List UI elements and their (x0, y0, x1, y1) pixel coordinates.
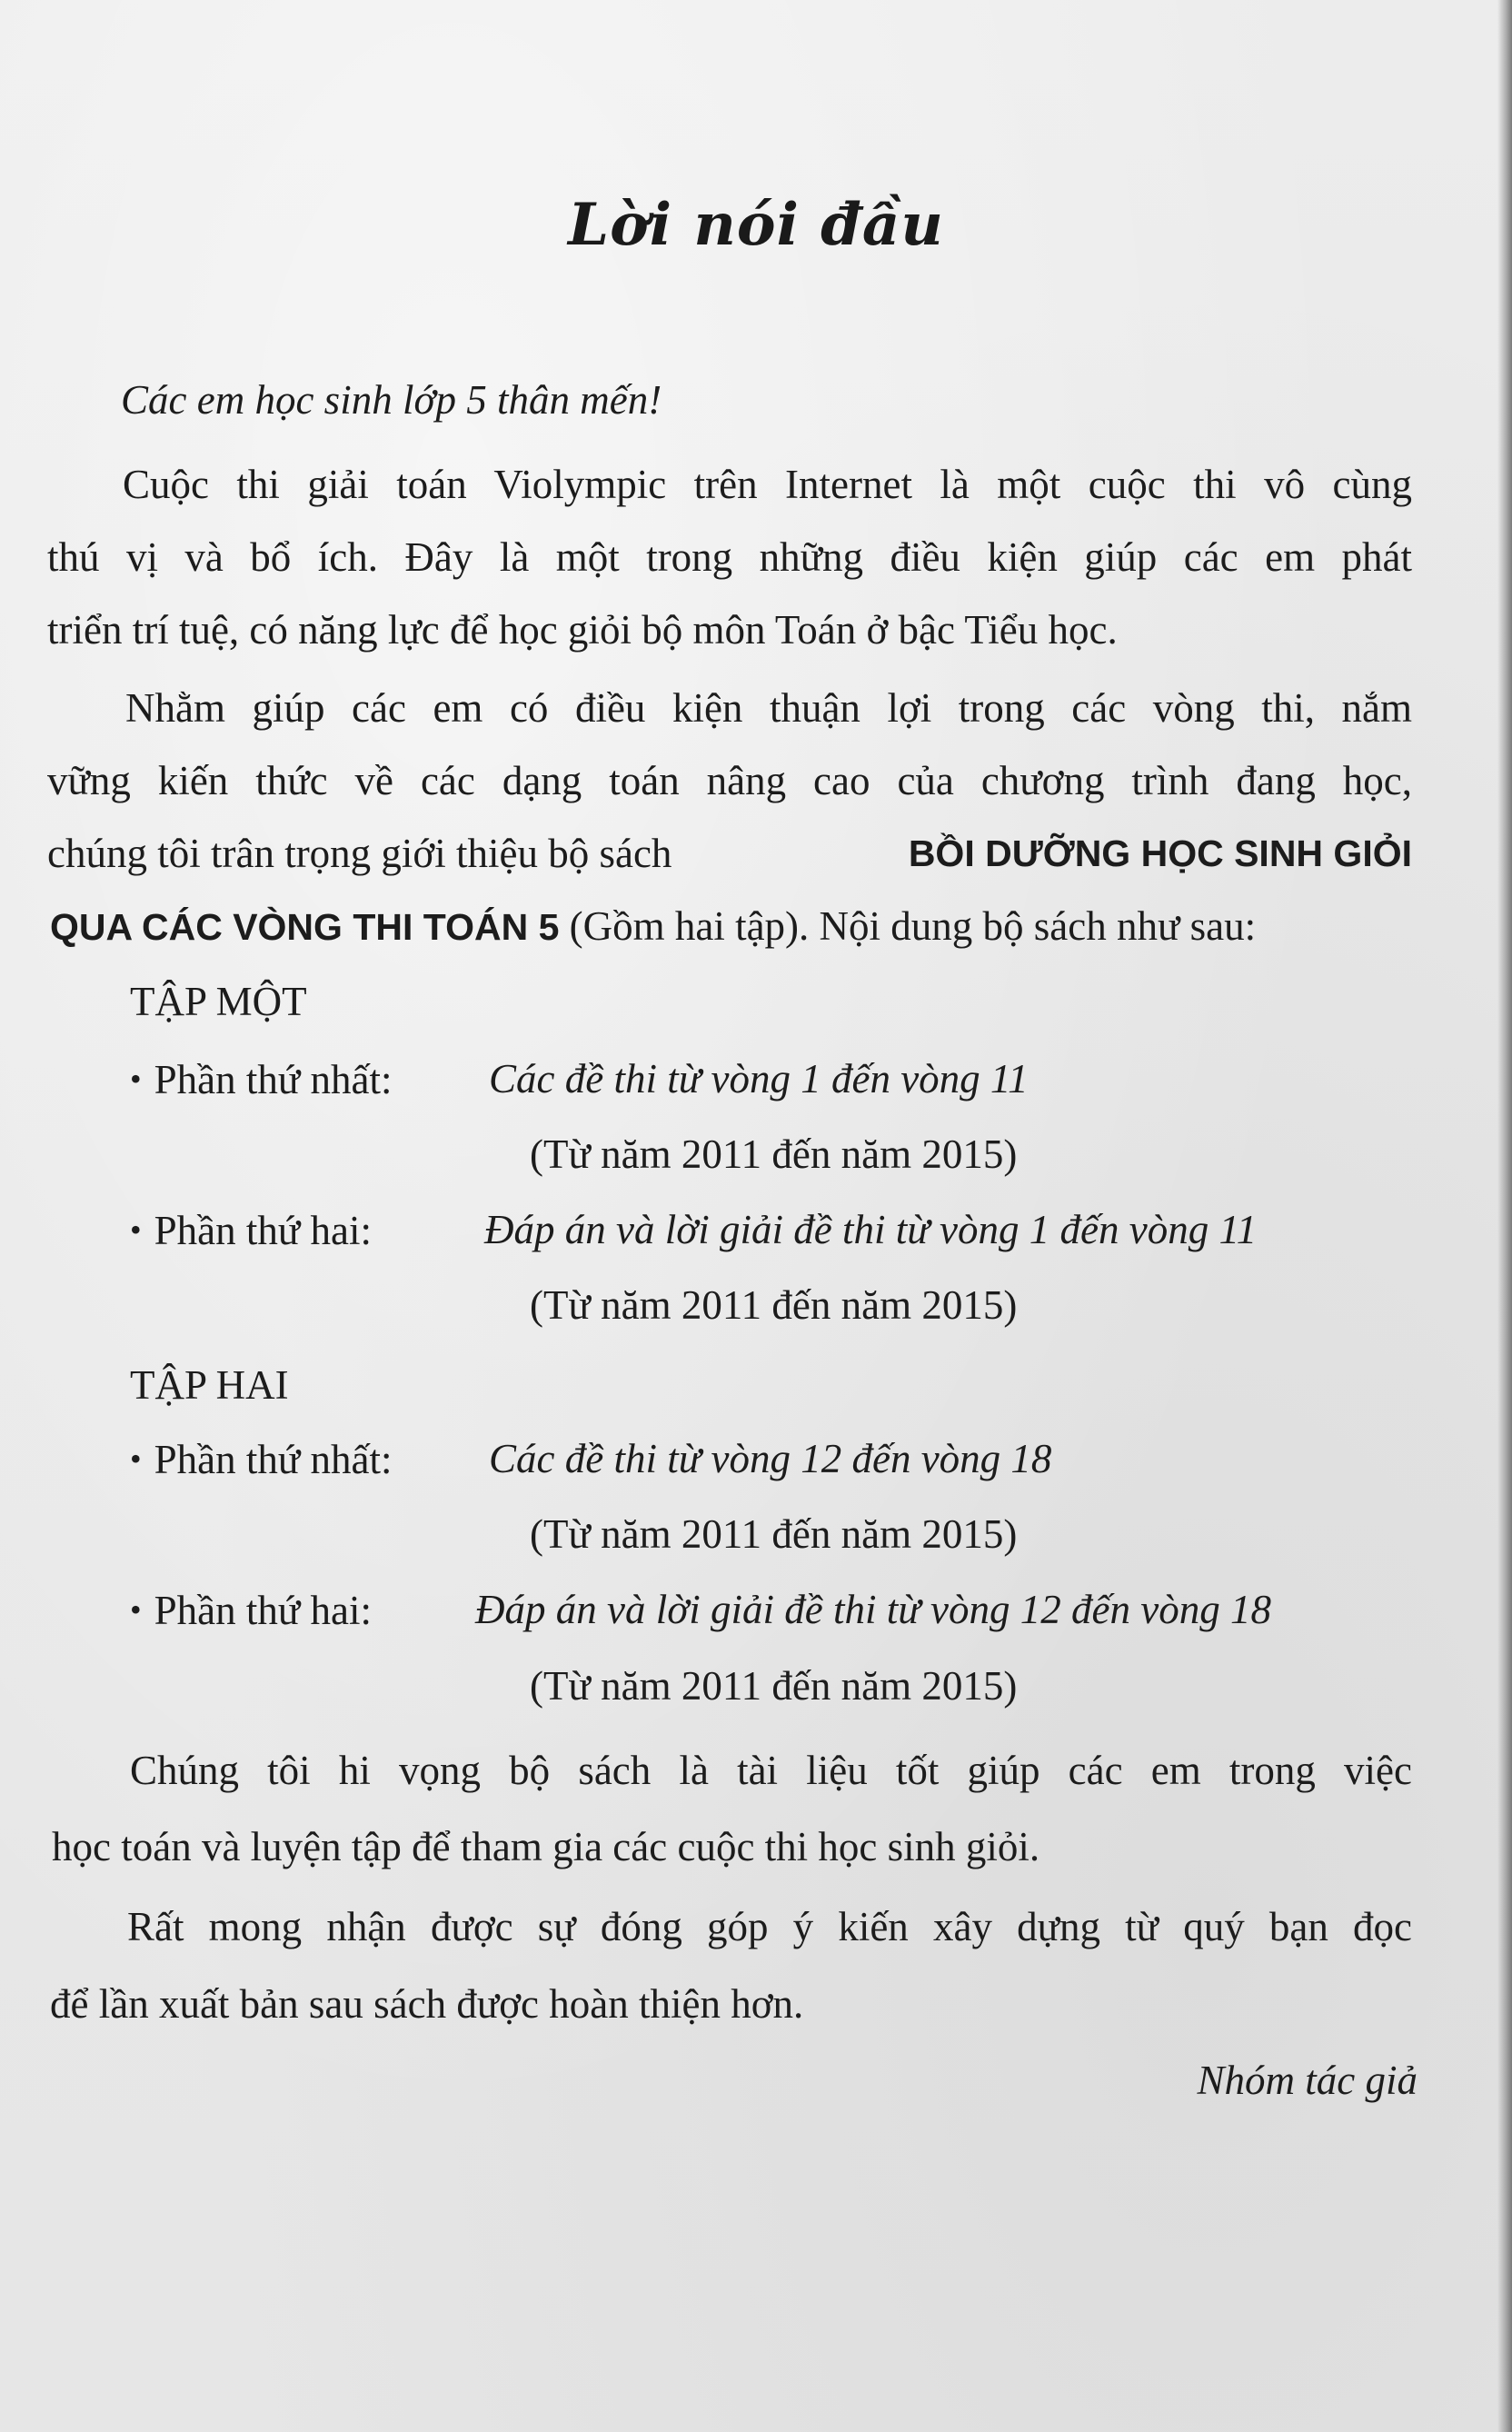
para2-line4-text: (Gồm hai tập). Nội dung bộ sách như sau: (569, 903, 1257, 949)
para3-line1: Chúng tôi hi vọng bộ sách là tài liệu tốt giúp các em trong việc (130, 1748, 1412, 1793)
book-series-title-part2: QUA CÁC VÒNG THI TOÁN 5 (50, 906, 560, 948)
volume2-item-2-value: Đáp án và lời giải đề thi từ vòng 12 đến vòng 18 (475, 1587, 1271, 1632)
book-series-title-part1: BỒI DƯỠNG HỌC SINH GIỎI (908, 832, 1412, 874)
volume1-item-2-years: (Từ năm 2011 đến năm 2015) (530, 1282, 1018, 1328)
volume1-item-1-value: Các đề thi từ vòng 1 đến vòng 11 (489, 1056, 1029, 1101)
bullet-icon: • (130, 1591, 142, 1628)
volume2-item-2-years: (Từ năm 2011 đến năm 2015) (530, 1663, 1018, 1709)
para3-line2: học toán và luyện tập để tham gia các cuộc thi học sinh giỏi. (52, 1824, 1040, 1869)
volume2-heading: TẬP HAI (130, 1362, 289, 1408)
volume1-item-2-label (130, 1202, 372, 1258)
volume1-item-1-years: (Từ năm 2011 đến năm 2015) (530, 1131, 1018, 1177)
para4-line1: Rất mong nhận được sự đóng góp ý kiến xây dựng từ quý bạn đọc (127, 1904, 1412, 1949)
para2-line2: vững kiến thức về các dạng toán nâng cao của chương trình đang học, (47, 758, 1412, 803)
para2-line4 (50, 899, 1256, 954)
volume2-item-1-years: (Từ năm 2011 đến năm 2015) (530, 1511, 1018, 1557)
para2-line1: Nhằm giúp các em có điều kiện thuận lợi trong các vòng thi, nắm (125, 685, 1412, 731)
item-label-text: Phần thứ hai: (154, 1208, 372, 1253)
item-label-text: Phần thứ nhất: (154, 1057, 393, 1102)
author-signature: Nhóm tác giả (1197, 2058, 1418, 2103)
bullet-icon: • (130, 1211, 142, 1248)
para1-line2: thú vị và bổ ích. Đây là một trong những điều kiện giúp các em phát (47, 534, 1412, 580)
page-edge-shadow (1497, 0, 1512, 2432)
volume1-item-2-value: Đáp án và lời giải đề thi từ vòng 1 đến vòng 11 (484, 1207, 1258, 1252)
para2-line3 (47, 826, 1412, 881)
item-label-text: Phần thứ nhất: (154, 1437, 393, 1482)
volume2-item-2-label (130, 1582, 372, 1638)
greeting: Các em học sinh lớp 5 thân mến! (121, 377, 662, 423)
para1-line3: triển trí tuệ, có năng lực để học giỏi bộ môn Toán ở bậc Tiểu học. (47, 607, 1118, 653)
volume2-item-1-label (130, 1431, 392, 1487)
bullet-icon: • (130, 1440, 142, 1477)
para2-line3-text: chúng tôi trân trọng giới thiệu bộ sách (47, 831, 672, 876)
page-title: Lời nói đầu (568, 191, 944, 259)
volume1-item-1-label (130, 1052, 392, 1107)
para4-line2: để lần xuất bản sau sách được hoàn thiện hơn. (50, 1981, 804, 2027)
item-label-text: Phần thứ hai: (154, 1588, 372, 1633)
volume2-item-1-value: Các đề thi từ vòng 12 đến vòng 18 (489, 1436, 1052, 1481)
volume1-heading: TẬP MỘT (130, 979, 307, 1024)
para1-line1: Cuộc thi giải toán Violympic trên Internet là một cuộc thi vô cùng (123, 462, 1412, 507)
bullet-icon: • (130, 1061, 142, 1097)
